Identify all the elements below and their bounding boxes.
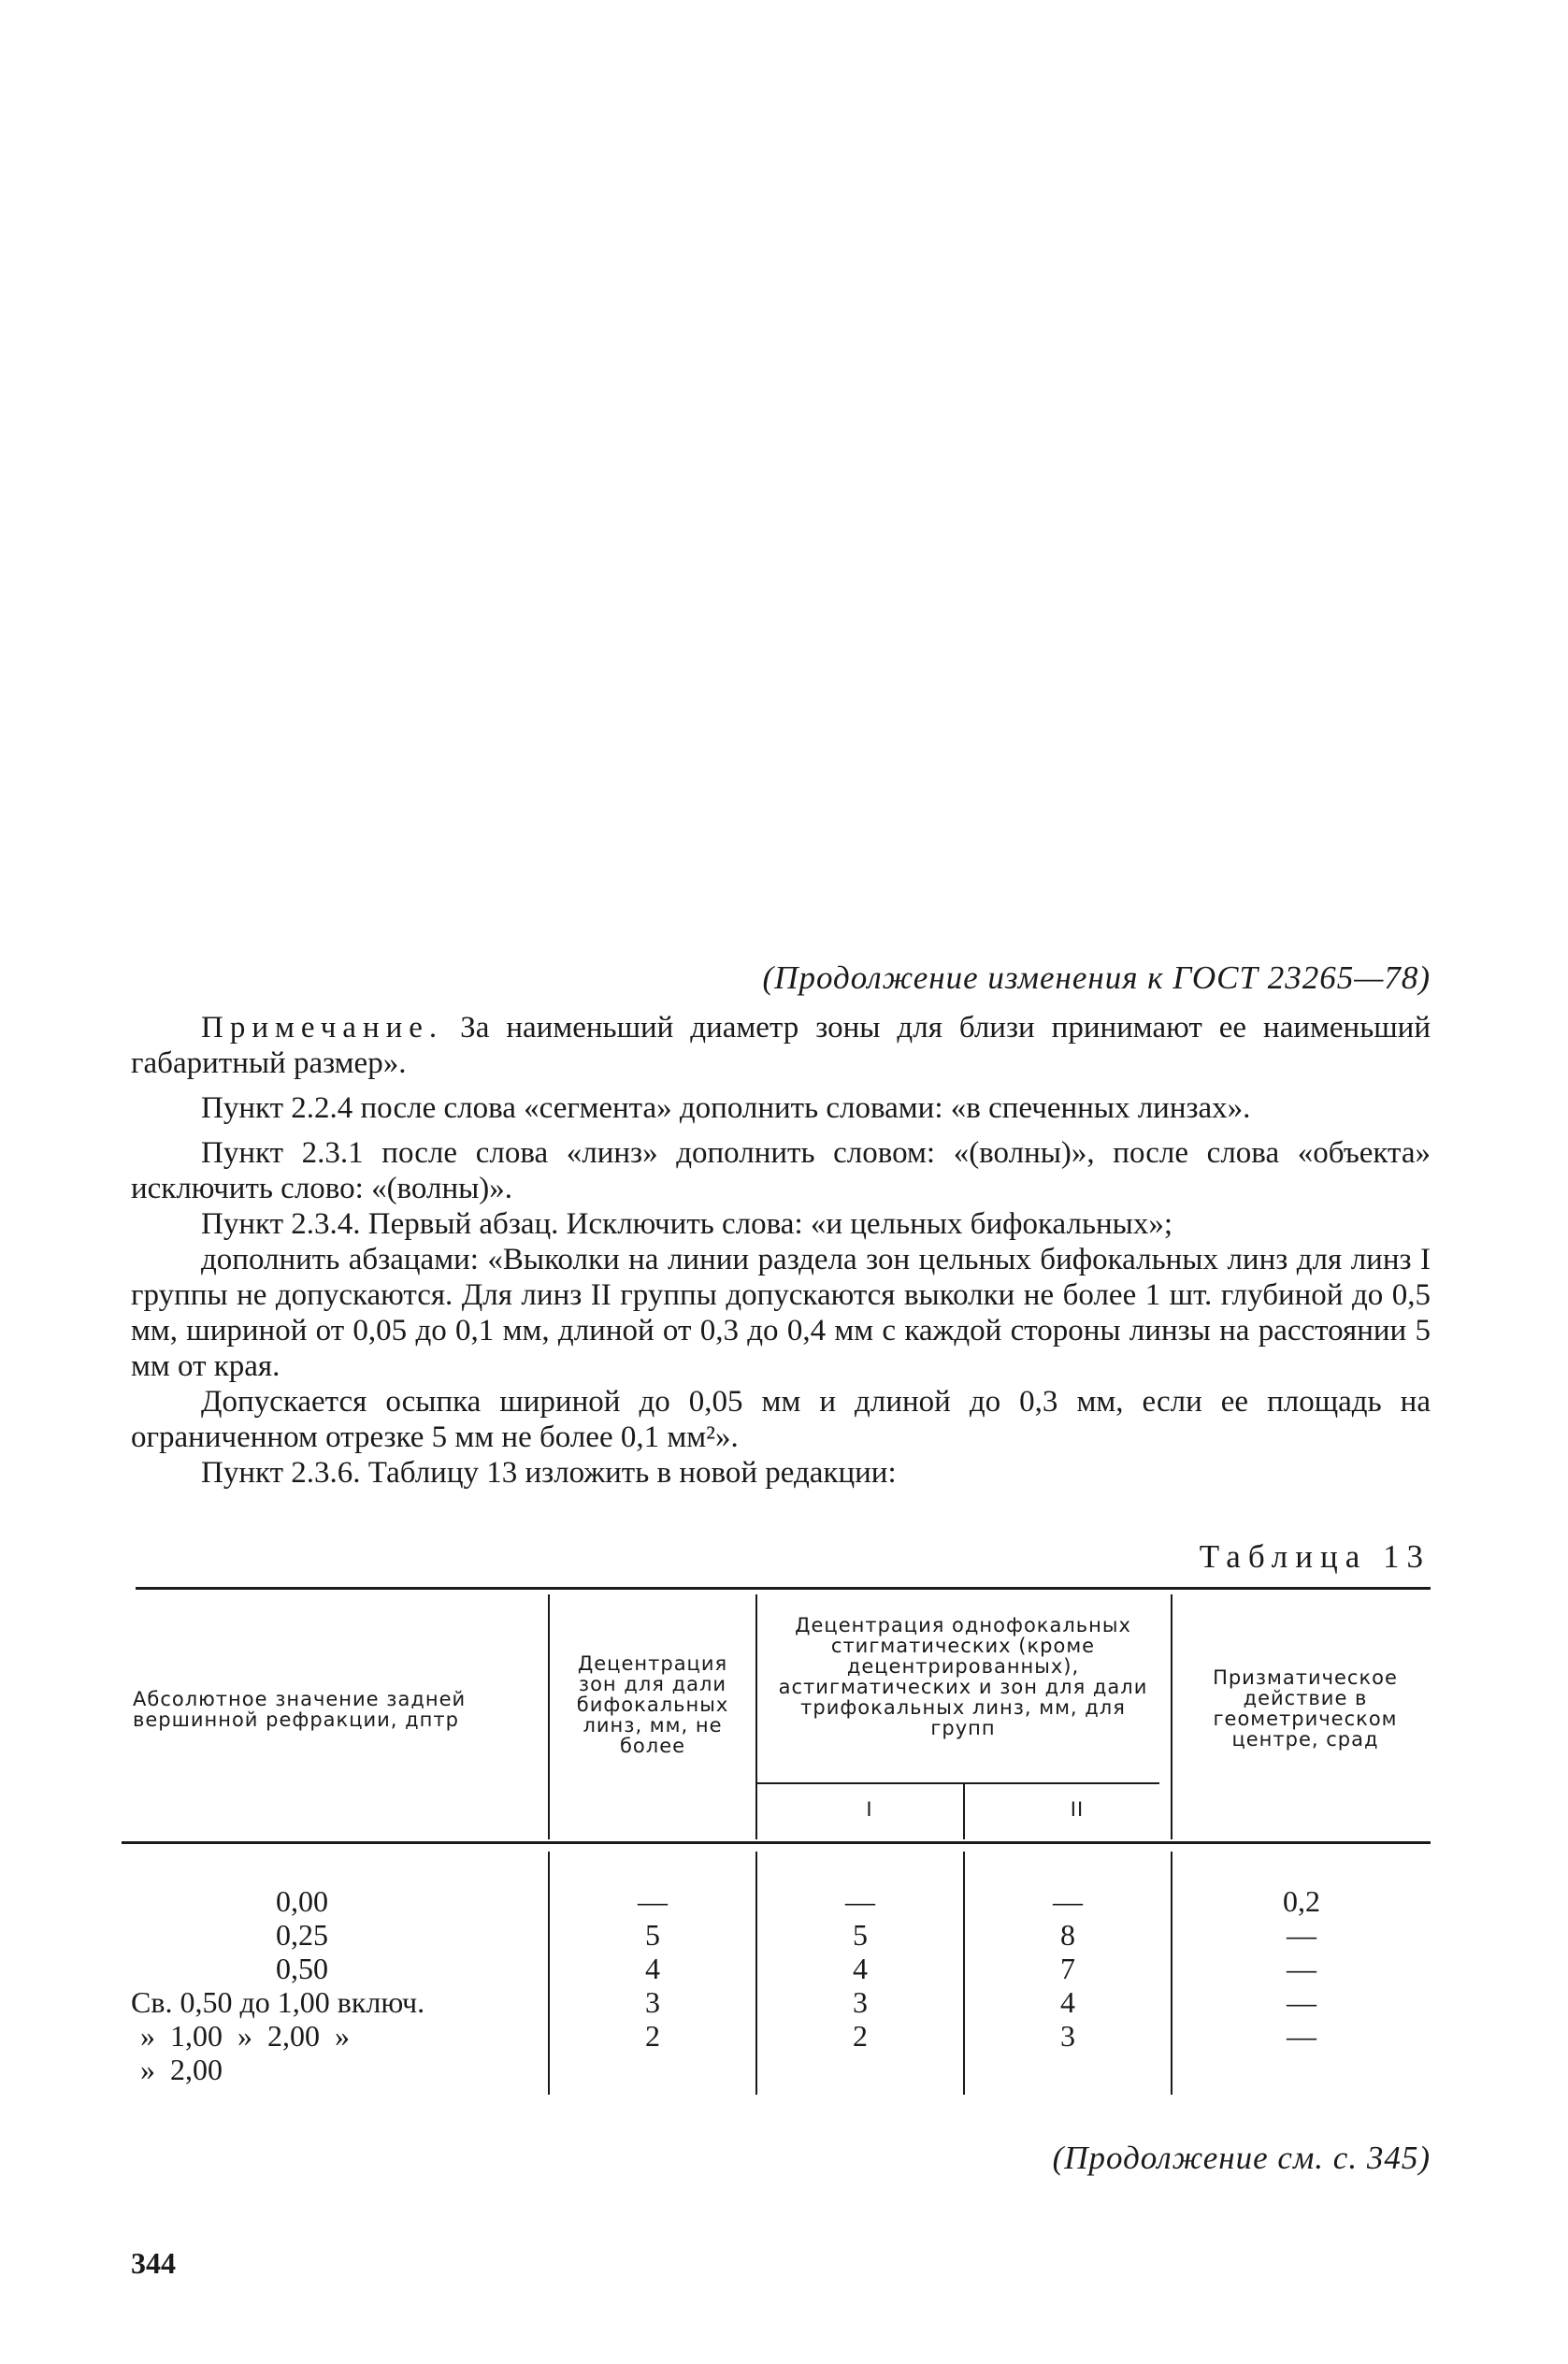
header-refraction: Абсолютное значение задней вершинной рефракции, дптр (133, 1688, 467, 1731)
refraction-cell: Св. 0,50 до 1,00 включ. (131, 1985, 425, 2019)
paragraph-additions: дополнить абзацами: «Выколки на линии раздела зон цельных бифокальных линз для линз I группы не допускаются. Для линз II группы допускаются выколки не более 1 шт. глубиной до 0,5 мм, шириной от 0,05 до 0,1 мм, длиной от 0,3 до 0,4 мм с каждой стороны линзы на расстоянии 5 мм от края. (131, 1243, 1431, 1383)
group-1-cell: 2 (853, 2019, 868, 2053)
group-2-cell: 8 (1060, 1918, 1075, 1952)
table-caption: Таблица 13 (1199, 1538, 1431, 1575)
group-2-cell: 3 (1060, 2019, 1075, 2053)
column-bifocal (550, 1884, 755, 2053)
bifocal-cell: 3 (645, 1985, 660, 2019)
paragraph-osypka: Допускается осыпка шириной до 0,05 мм и длиной до 0,3 мм, если ее площадь на ограниченном отрезке 5 мм не более 0,1 мм²». (131, 1385, 1431, 1454)
table-vline-2-header (755, 1594, 757, 1839)
header-single-vision: Децентрация однофокальных стигматических (кроме децентрированных), астигматических и зон для дали трифокальных линз, мм, для групп (778, 1614, 1148, 1739)
paragraph-2-2-4: Пункт 2.2.4 после слова «сегмента» дополнить словами: «в спеченных линзах». (201, 1091, 1251, 1125)
table-vline-4-header (1171, 1594, 1172, 1839)
group-2-cell: 7 (1060, 1952, 1075, 1985)
column-group-1 (757, 1884, 963, 2053)
header-group-2: II (1070, 1798, 1085, 1821)
group-2-cell: 4 (1060, 1985, 1075, 2019)
continuation-footer: (Продолжение см. с. 345) (1052, 2140, 1431, 2176)
paragraph-2-3-4: Пункт 2.3.4. Первый абзац. Исключить слова: «и цельных бифокальных»; (201, 1207, 1173, 1241)
note-lead: Примечание. (201, 1011, 444, 1045)
table-header-rule (122, 1841, 1431, 1844)
prism-cell: — (1287, 1952, 1316, 1985)
header-bifocal: Децентрация зон для дали бифокальных линз, мм, не более (576, 1652, 729, 1757)
bifocal-cell: 2 (645, 2019, 660, 2053)
group-1-cell: 5 (853, 1918, 868, 1952)
group-1-cell: 3 (853, 1985, 868, 2019)
refraction-cell: » 1,00 » 2,00 » (133, 2019, 350, 2053)
table-vline-1-header (548, 1594, 550, 1839)
continuation-header: (Продолжение изменения к ГОСТ 23265—78) (762, 959, 1431, 996)
page-number: 344 (131, 2246, 176, 2280)
prism-cell: 0,2 (1283, 1884, 1320, 1918)
column-refraction (122, 1884, 533, 2086)
body-text (131, 1010, 1431, 1491)
column-prism (1172, 1884, 1431, 2053)
bifocal-cell: 5 (645, 1918, 660, 1952)
header-group-1: I (866, 1798, 873, 1821)
refraction-cell: » 2,00 (133, 2053, 223, 2086)
paragraph-2-3-1: Пункт 2.3.1 после слова «линз» дополнить словом: «(волны)», после слова «объекта» исключить слово: «(волны)». (131, 1136, 1431, 1205)
refraction-cell: 0,00 (276, 1884, 328, 1918)
header-prism: Призматическое действие в геометрическом центре, срад (1213, 1666, 1398, 1751)
refraction-cell: 0,25 (276, 1918, 328, 1952)
note-text: За наименьший диаметр зоны для близи принимают ее наименьший габаритный размер». (131, 1011, 1431, 1080)
table-subheader-rule (757, 1782, 1159, 1784)
paragraph-2-3-6: Пункт 2.3.6. Таблицу 13 изложить в новой редакции: (201, 1456, 897, 1490)
bifocal-cell: 4 (645, 1952, 660, 1985)
refraction-cell: 0,50 (276, 1952, 328, 1985)
table-top-rule (136, 1587, 1431, 1590)
table-vline-3-header (963, 1784, 965, 1839)
paragraph-note (131, 1010, 1431, 1081)
prism-cell: — (1287, 2019, 1316, 2053)
prism-cell: — (1287, 1918, 1316, 1952)
prism-cell: — (1287, 1985, 1316, 2019)
column-group-2 (965, 1884, 1171, 2053)
group-1-cell: 4 (853, 1952, 868, 1985)
bifocal-cell: — (638, 1884, 668, 1918)
group-1-cell: — (845, 1884, 875, 1918)
group-2-cell: — (1053, 1884, 1083, 1918)
